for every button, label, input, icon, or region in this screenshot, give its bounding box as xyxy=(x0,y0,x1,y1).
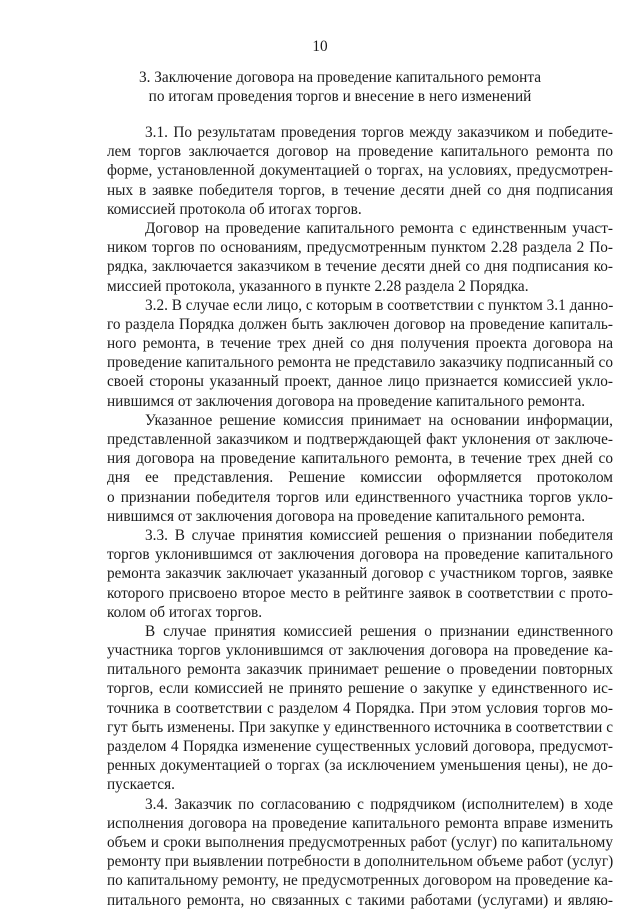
paragraph xyxy=(107,526,613,622)
paragraph-line: ного ремонта, в течение трех дней со дня получения проекта договора на xyxy=(107,335,613,353)
paragraph-line: точника в соответствии с разделом 4 Порядка. При этом условия торгов мо- xyxy=(107,699,613,717)
paragraph-line: питального ремонта заказчик принимает решение о проведении повторных xyxy=(107,661,613,679)
paragraph xyxy=(107,622,613,795)
paragraph-line: форме, установленной документацией о торгах, на условиях, предусмотрен- xyxy=(107,162,613,180)
paragraph xyxy=(107,411,613,526)
paragraph-line: ремонту при выявлении потребности в дополнительном объеме работ (услуг) xyxy=(107,853,614,871)
paragraph-line: исполнения договора на проведение капитального ремонта вправе изменить xyxy=(107,814,613,832)
paragraph-line: Указанное решение комиссия принимает на основании информации, xyxy=(145,411,613,429)
document-body xyxy=(107,123,613,910)
paragraph-line: торгов уклонившимся от заключения договора на проведение капитального xyxy=(107,546,613,564)
heading-line: 3. Заключение договора на проведение капитального ремонта xyxy=(138,69,542,86)
paragraph-line: торгов, если комиссией не принято решение о закупке у единственного ис- xyxy=(107,680,613,698)
section-heading xyxy=(60,68,620,106)
paragraph-line: миссией протокола, указанного в пункте 2.28 раздела 2 Порядка. xyxy=(107,277,529,295)
paragraph-line: питального ремонта, но связанных с такими работами (услугами) и являю- xyxy=(107,891,613,909)
paragraph-line: ремонта заказчик заключает указанный договор с участником торгов, заявке xyxy=(107,565,613,583)
paragraph xyxy=(107,296,613,411)
paragraph-line: ных в заявке победителя торгов, в течение десяти дней со дня подписания xyxy=(107,181,613,199)
paragraph xyxy=(107,795,613,910)
paragraph-line: гут быть изменены. При закупке у единственного источника в соответствии с xyxy=(107,718,613,736)
paragraph-line: по капитальному ремонту, не предусмотренных договором на проведение ка- xyxy=(107,872,613,890)
paragraph-line: о признании победителя торгов или единственного участника торгов укло- xyxy=(107,488,613,506)
paragraph-line: своей стороны указанный проект, данное лицо признается комиссией укло- xyxy=(107,373,613,391)
paragraph-line: объем и сроки выполнения предусмотренных работ (услуг) по капитальному xyxy=(107,833,613,851)
paragraph-line: 3.1. По результатам проведения торгов между заказчиком и победите- xyxy=(145,124,613,141)
paragraph-line: представленной заказчиком и подтверждающей факт уклонения от заключе- xyxy=(107,431,613,448)
paragraph-line: пускается. xyxy=(107,776,175,794)
paragraph-line: го раздела Порядка должен быть заключен договор на проведение капиталь- xyxy=(107,315,613,333)
paragraph-line: ренных документацией о торгах (за исключением уменьшения цены), не до- xyxy=(107,757,613,775)
paragraph-line: нившимся от заключения договора на проведение капитального ремонта. xyxy=(107,392,586,410)
page-number: 10 xyxy=(312,38,328,55)
paragraph-line: 3.4. Заказчик по согласованию с подрядчиком (исполнителем) в ходе xyxy=(145,795,613,813)
paragraph-line: Договор на проведение капитального ремонта с единственным участ- xyxy=(145,219,613,237)
paragraph-line: колом об итогах торгов. xyxy=(107,603,263,621)
paragraph-line: В случае принятия комиссией решения о признании единственного xyxy=(145,622,613,640)
paragraph xyxy=(107,219,613,296)
paragraph-line: разделом 4 Порядка изменение существенных условий договора, предусмот- xyxy=(107,738,613,755)
paragraph-line: проведение капитального ремонта не представило заказчику подписанный со xyxy=(107,354,613,372)
paragraph-line: дня ее представления. Решение комиссии оформляется протоколом xyxy=(107,469,613,487)
paragraph-line: ником торгов по основаниям, предусмотренным пунктом 2.28 раздела 2 По- xyxy=(107,239,613,257)
paragraph-line: 3.3. В случае принятия комиссией решения о признании победителя xyxy=(145,526,613,544)
paragraph-line: которого присвоено второе место в рейтинге заявок в соответствии с прото- xyxy=(107,584,613,602)
paragraph-line: нившимся от заключения договора на проведение капитального ремонта. xyxy=(107,507,586,525)
paragraph-line: комиссией протокола об итогах торгов. xyxy=(107,200,362,218)
paragraph-line: ния договора на проведение капитального ремонта, в течение трех дней со xyxy=(107,450,613,468)
heading-line: по итогам проведения торгов и внесение в него изменений xyxy=(148,88,532,106)
paragraph-line: лем торгов заключается договор на проведение капитального ремонта по xyxy=(107,143,613,161)
paragraph-line: участника торгов уклонившимся от заключения договора на проведение ка- xyxy=(107,642,613,660)
paragraph-line: рядка, заключается заказчиком в течение десяти дней со дня подписания ко- xyxy=(107,258,613,276)
paragraph xyxy=(107,123,613,219)
paragraph-line: 3.2. В случае если лицо, с которым в соответствии с пунктом 3.1 данно- xyxy=(145,296,614,314)
